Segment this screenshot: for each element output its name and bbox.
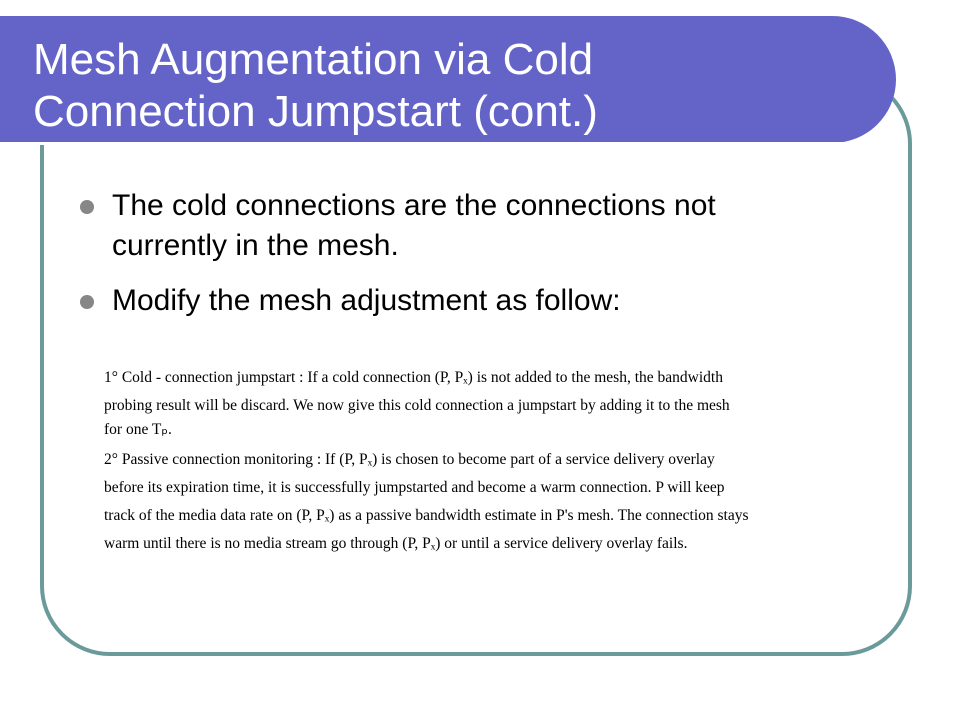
bullet-item: [80, 186, 880, 266]
bullet-dot-icon: [80, 295, 94, 309]
formula-line: probing result will be discard. We now give this cold connection a jumpstart by adding it to the mesh: [104, 397, 730, 414]
slide-title-line-2: Connection Jumpstart (cont.): [33, 87, 598, 136]
bullet-text-line: Modify the mesh adjustment as follow:: [112, 284, 621, 317]
bullet-dot-icon: [80, 200, 94, 214]
formula-item-passive-connection-monitoring: [104, 446, 874, 558]
formula-line: for one Tₚ.: [104, 421, 172, 438]
formula-line: before its expiration time, it is successfully jumpstarted and become a warm connection. P will keep: [104, 479, 725, 496]
formula-line: 1° Cold - connection jumpstart : If a cold connection (P, Pₓ) is not added to the mesh, the bandwidth: [104, 369, 723, 386]
formula-line: warm until there is no media stream go through (P, Pₓ) or until a service delivery overlay fails.: [104, 535, 688, 552]
formula-image-text: [104, 364, 874, 562]
bullet-item: [80, 281, 880, 321]
slide-title: [33, 34, 598, 138]
formula-line: 2° Passive connection monitoring : If (P, Pₓ) is chosen to become part of a service delivery overlay: [104, 451, 715, 468]
formula-item-cold-connection-jumpstart: [104, 364, 874, 442]
bullet-text-line: currently in the mesh.: [112, 229, 399, 262]
bullet-text-line: The cold connections are the connections not: [112, 189, 716, 222]
title-underline: [0, 142, 847, 145]
slide-title-line-1: Mesh Augmentation via Cold: [33, 35, 594, 84]
title-bar: [0, 16, 896, 143]
formula-line: track of the media data rate on (P, Pₓ) as a passive bandwidth estimate in P's mesh. The connection stays: [104, 507, 749, 524]
bullet-list: [80, 186, 880, 336]
